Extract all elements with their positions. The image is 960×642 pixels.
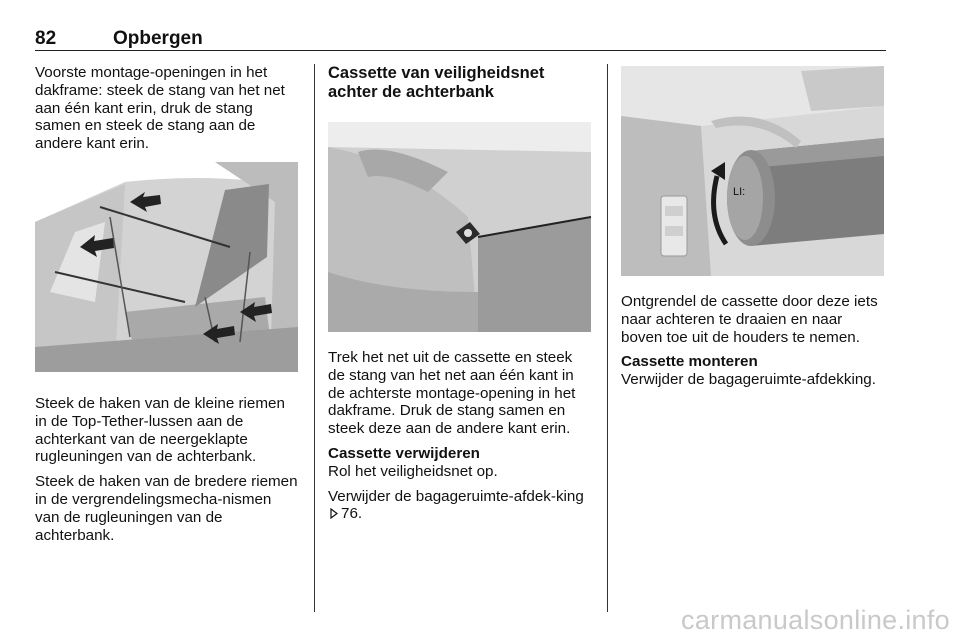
paragraph: Steek de haken van de bredere riemen in de vergrendelingsmecha-nismen van de rugleuningen van de achterbank. bbox=[35, 473, 298, 544]
page-header bbox=[35, 28, 886, 51]
paragraph: Steek de haken van de kleine riemen in de Top-Tether-lussen aan de achterkant van de neergeklapte rugleuningen van de achterbank. bbox=[35, 394, 285, 466]
paragraph-text: Verwijder de bagageruimte-afdek-king bbox=[328, 487, 584, 505]
figure-safety-net-rods bbox=[35, 162, 298, 372]
figure-cassette-removal bbox=[621, 66, 884, 276]
page-reference[interactable]: 76. bbox=[341, 505, 363, 523]
column-1 bbox=[35, 64, 300, 551]
paragraph: Trek het net uit de cassette en steek de stang van het net aan één kant in de achterste montage-opening in het dakframe. Druk de stang samen en steek deze aan de andere kant erin. bbox=[328, 349, 576, 438]
column-2 bbox=[328, 64, 593, 530]
paragraph: Ontgrendel de cassette door deze iets naar achteren te draaien en naar boven toe uit de houders te nemen. bbox=[621, 293, 878, 346]
column-divider bbox=[607, 64, 608, 612]
figure-net-cassette-rod bbox=[328, 122, 591, 332]
subheading: Cassette verwijderen bbox=[328, 444, 480, 462]
page-reference-icon bbox=[330, 508, 338, 519]
page-number: 82 bbox=[35, 28, 57, 49]
watermark: carmanualsonline.info bbox=[681, 605, 950, 635]
figure-label: LI: bbox=[733, 186, 746, 198]
column-3 bbox=[621, 64, 886, 396]
paragraph: Rol het veiligheidsnet op. bbox=[328, 462, 498, 480]
paragraph: Voorste montage-openingen in het dakframe: steek de stang van het net aan één kant erin, druk de stang samen en steek de stang aan de andere kant erin. bbox=[35, 64, 285, 153]
column-divider bbox=[314, 64, 315, 612]
chapter-title: Opbergen bbox=[113, 28, 203, 49]
paragraph: Verwijder de bagageruimte-afdekking. bbox=[621, 371, 876, 389]
subheading: Cassette monteren bbox=[621, 353, 758, 371]
paragraph-with-reference bbox=[328, 488, 593, 524]
section-title: Cassette van veiligheidsnet achter de achterbank bbox=[328, 64, 545, 101]
